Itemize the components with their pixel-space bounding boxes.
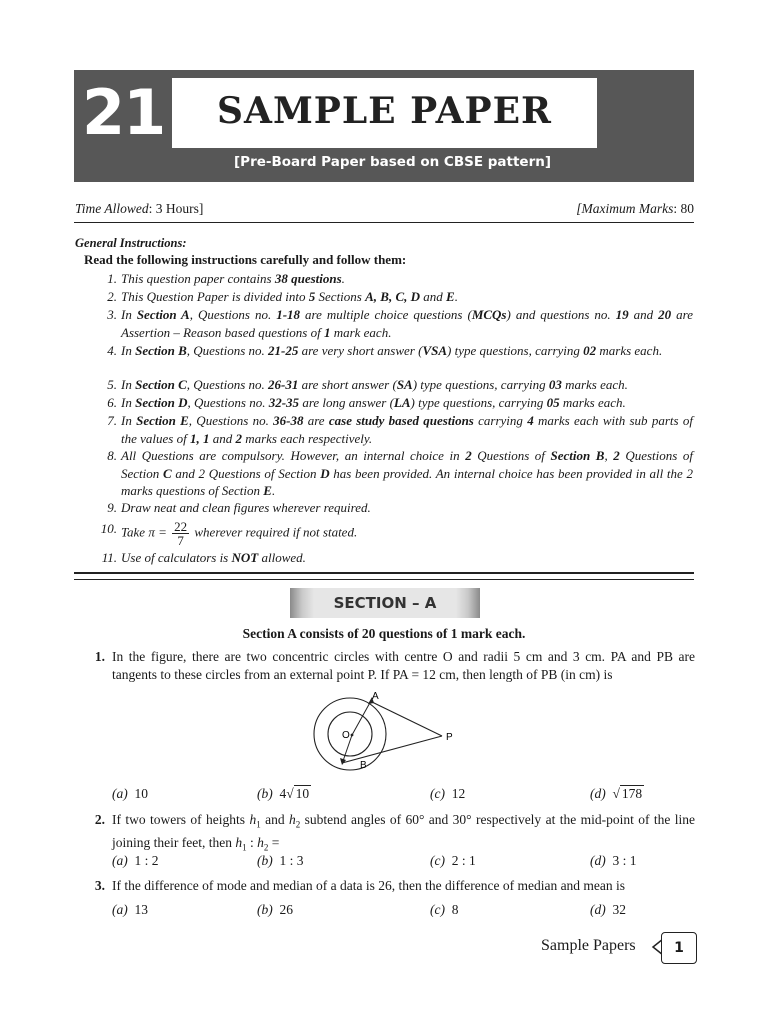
footer-label: Sample Papers <box>541 937 636 954</box>
option-c[interactable]: (c) 8 <box>430 902 459 917</box>
instruction-number: 1. <box>107 271 117 286</box>
marks-value: : 80 <box>673 201 694 216</box>
instructions-read-line: Read the following instructions carefully and follow them: <box>84 252 407 267</box>
question-3-options <box>112 902 672 920</box>
instruction-item <box>93 376 693 394</box>
question-1-options <box>112 786 672 804</box>
option-a[interactable]: (a) 1 : 2 <box>112 853 159 868</box>
paper-number: 21 <box>82 76 165 149</box>
arrow-b <box>340 758 346 765</box>
pi-fraction: $\frac{22}{7}$ <box>174 519 188 548</box>
option-d[interactable]: (d) 3 : 1 <box>590 853 637 868</box>
instruction-item <box>93 270 693 288</box>
instruction-text: All Questions are compulsory. However, an internal choice in 2 Questions of Section B, 2 Questions of Section C and 2 Questions of Section D has been provided. An internal choice has been provided in all the 2 marks questions of Section E. <box>121 448 694 498</box>
instruction-number: 8. <box>107 448 117 463</box>
option-a[interactable]: (a) 10 <box>112 786 148 801</box>
instruction-item <box>93 394 693 412</box>
instruction-number: 3. <box>107 307 117 322</box>
instruction-number: 4. <box>107 343 117 358</box>
instruction-text: This question paper contains 38 questions. <box>121 271 345 286</box>
question-text: If the difference of mode and median of a data is 26, then the difference of median and mean is <box>112 878 626 893</box>
instruction-text: In Section A, Questions no. 1-18 are multiple choice questions (MCQs) and questions no. 19 and 20 are Assertion – Reason based questions of 1 mark each. <box>121 307 693 340</box>
question-number: 1. <box>94 649 105 664</box>
option-d[interactable]: (d) √ 178 <box>590 786 643 801</box>
question-text: If two towers of heights $h_1$ and $h_2$ subtend angles of 60° and 30° respectively at the mid-point of the line joining their feet, then $h_1$ : $h_2$ = <box>112 812 695 853</box>
time-allowed <box>75 201 203 217</box>
instruction-number: 2. <box>107 289 117 304</box>
instruction-number: 7. <box>107 413 117 428</box>
instruction-number: 6. <box>107 395 117 410</box>
time-label: Time Allowed <box>75 201 149 216</box>
option-c[interactable]: (c) 12 <box>430 786 466 801</box>
question-3 <box>85 877 695 895</box>
instruction-item <box>93 412 693 448</box>
instruction-item <box>93 306 693 342</box>
paper-title: SAMPLE PAPER <box>217 90 552 132</box>
inner-circle <box>328 712 372 756</box>
question-1 <box>85 648 695 688</box>
instruction-text: Draw neat and clean figures wherever required. <box>121 500 371 515</box>
paper-subtitle: [Pre-Board Paper based on CBSE pattern] <box>234 154 552 170</box>
option-b[interactable]: (b) 1 : 3 <box>257 853 304 868</box>
instruction-number: 5. <box>107 377 117 392</box>
page-number: 1 <box>661 932 697 964</box>
option-b[interactable]: (b) 4√ 10 <box>257 786 310 801</box>
question-number: 3. <box>94 878 105 893</box>
label-o: O <box>342 730 350 741</box>
tangent-pb <box>342 736 442 763</box>
option-d[interactable]: (d) 32 <box>590 902 626 917</box>
meta-rule <box>74 222 694 223</box>
instructions-title: General Instructions: <box>75 236 187 250</box>
time-value: : 3 Hours] <box>148 201 204 216</box>
label-p: P <box>446 732 453 743</box>
concentric-circles-figure <box>300 688 470 774</box>
section-description: Section A consists of 20 questions of 1 mark each. <box>242 626 526 641</box>
label-a: A <box>372 691 379 702</box>
instruction-text: Take π = $\frac{22}{7}$ wherever required if not stated. <box>121 519 358 548</box>
instruction-number: 11. <box>101 550 117 565</box>
section-banner <box>290 588 480 618</box>
instruction-text: In Section D, Questions no. 32-35 are long answer (LA) type questions, carrying 05 marks each. <box>121 395 626 410</box>
instruction-text: In Section C, Questions no. 26-31 are short answer (SA) type questions, carrying 03 marks each. <box>121 377 628 392</box>
option-a[interactable]: (a) 13 <box>112 902 148 917</box>
instruction-text: This Question Paper is divided into 5 Sections A, B, C, D and E. <box>121 289 458 304</box>
question-text: In the figure, there are two concentric circles with centre O and radii 5 cm and 3 cm. PA and PB are tangents to these circles from an external point P. If PA = 12 cm, then length of PB (in cm) is <box>112 649 695 682</box>
instruction-text: In Section E, Questions no. 36-38 are case study based questions carrying 4 marks each with sub parts of the values of 1, 1 and 2 marks each respectively. <box>121 413 693 446</box>
section-divider <box>74 572 694 580</box>
label-b: B <box>360 760 367 771</box>
instruction-number: 9. <box>107 500 117 515</box>
instruction-text: In Section B, Questions no. 21-25 are very short answer (VSA) type questions, carrying 02 marks each. <box>121 343 663 358</box>
instruction-item <box>93 549 693 567</box>
marks-label: [Maximum Marks <box>576 201 674 216</box>
question-2-options <box>112 853 672 871</box>
instruction-item <box>93 342 693 378</box>
title-box <box>172 78 597 148</box>
question-2 <box>85 811 695 853</box>
option-b[interactable]: (b) 26 <box>257 902 293 917</box>
instruction-item <box>93 499 693 517</box>
instruction-number: 10. <box>100 521 117 536</box>
radius-line-a <box>352 699 372 735</box>
outer-circle <box>314 698 386 770</box>
tangent-pa <box>370 701 442 736</box>
instruction-text: Use of calculators is NOT allowed. <box>121 550 306 565</box>
instruction-item <box>93 519 693 548</box>
question-number: 2. <box>94 812 105 827</box>
paper-header <box>74 70 694 182</box>
option-c[interactable]: (c) 2 : 1 <box>430 853 476 868</box>
maximum-marks <box>576 201 694 217</box>
instruction-item <box>93 288 693 306</box>
section-title: SECTION – A <box>333 594 437 612</box>
instruction-item <box>93 447 693 501</box>
